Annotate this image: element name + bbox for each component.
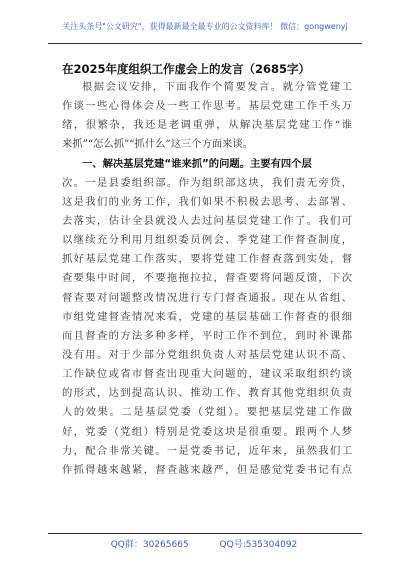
- paragraph-line: 去落实，估计全县就没人去过问基层党建工作了。我们可: [62, 214, 352, 227]
- document-body: [62, 78, 352, 480]
- paragraph-line: 以继续充分利用月组织委员例会、季党建工作督查制度，: [62, 234, 352, 247]
- paragraph-line: 好，党委（党组）特别是党委这块是很重要。跟两个人梦: [62, 425, 352, 438]
- document-title: 在2025年度组织工作虚会上的发言（2685字）: [62, 62, 311, 76]
- header-banner: 关注头条号"公文研究"，获得最新最全最专业的公文资料库！ 微信：gongwenyj: [62, 22, 348, 31]
- footer-qq-group: QQ群：30265665: [110, 540, 189, 550]
- paragraph-line: 作抓得越来越紧，督查越来越严，但是感觉党委书记有点: [62, 463, 352, 476]
- paragraph-line: 的形式，达到提高认识、推动工作、教育其他党组织负责: [62, 387, 352, 400]
- footer-divider: [48, 533, 362, 534]
- paragraph-line: 市组党建督查情况来看，党建的基层基础工作督查的很细: [62, 310, 352, 323]
- paragraph-line: 人的效果。二是基层党委（党组）。要把基层党建工作做: [62, 406, 352, 419]
- header-divider: [48, 43, 362, 44]
- paragraph-line: 而且督查的方法多种多样，平时工作不到位，到时补课都: [62, 329, 352, 342]
- footer-contact: [0, 537, 408, 550]
- paragraph-line: 次。一是县委组织部。作为组织部这块，我们责无旁贷，: [62, 176, 352, 189]
- paragraph-line: 绪，很繁杂，我还是老调重弹，从解决基层党建工作“谁: [62, 119, 352, 132]
- paragraph-line: 力，配合非常关键。一是党委书记，近年来，虽然我们工: [62, 444, 352, 457]
- paragraph-line: 工作缺位或省市督查出现重大问题的，建议采取组织约谈: [62, 368, 352, 381]
- footer-qq-number: QQ号:535304092: [219, 540, 298, 550]
- paragraph-line: 根据会议安排，下面我作个简要发言。就分管党建工: [82, 81, 352, 93]
- section-heading: 一、解决基层党建“谁来抓”的问题。主要有四个层: [82, 157, 312, 170]
- paragraph-line: 作谈一些心得体会及一些工作思考。基层党建工作千头万: [62, 100, 352, 113]
- paragraph-line: 抓好基层党建工作落实，要将党建工作督查落到实处，督: [62, 253, 352, 266]
- paragraph-line: 这是我们的业务工作，我们如果不积极去思考、去部署、: [62, 195, 352, 208]
- paragraph-line: 督查要对问题整改情况进行专门督查通报。现在从省组、: [62, 291, 352, 304]
- paragraph-line: 来抓”“怎么抓”“抓什么”这三个方面来谈。: [62, 138, 254, 151]
- paragraph-line: 查要集中时间，不要拖拖拉拉，督查要将问题反馈，下次: [62, 272, 352, 285]
- paragraph-line: 没有用。对于少部分党组织负责人对基层党建认识不高、: [62, 348, 352, 361]
